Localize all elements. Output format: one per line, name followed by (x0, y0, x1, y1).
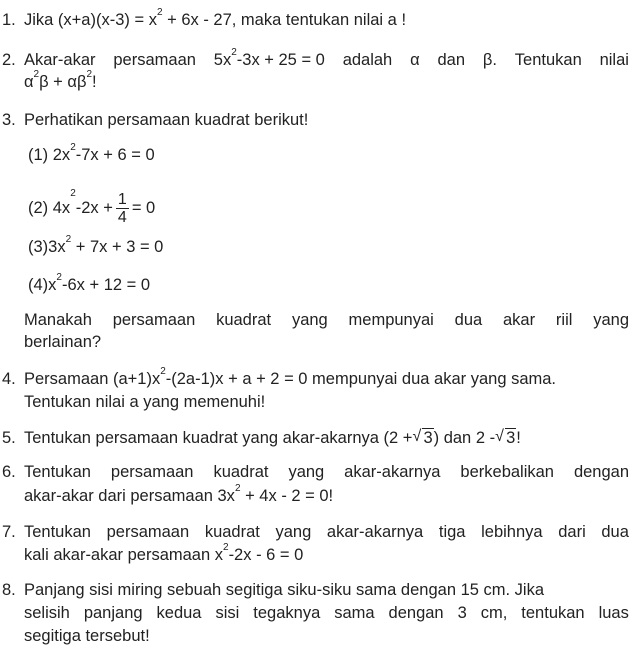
sqrt: √ 3 (495, 428, 516, 448)
item-5-text: Tentukan persamaan kuadrat yang akar-akarnya (2 +√ 3) dan 2 -√ 3! (24, 428, 521, 448)
item-8-line-3: segitiga tersebut! (24, 627, 150, 645)
item-6-line-2: akar-akar dari persamaan $3x^2 + 4x - 2 = 0$! (24, 483, 334, 505)
item-5-number: 5. (2, 429, 16, 447)
fraction: $\frac{1}{4}$ (117, 191, 127, 226)
item-1-text: Jika $(x+a)(x-3) = x^2 + 6x - 27$, maka tentukan nilai a ! (24, 7, 407, 29)
item-3-eq-1: (1) $2x^2-7x + 6 = 0$ (28, 142, 155, 164)
item-7-line-1: Tentukan persamaan kuadrat yang akar-akarnya tiga lebihnya dari dua (24, 523, 629, 541)
item-2-line-1: Akar-akar persamaan $5x^2-3x + 25 = 0$ adalah α dan β. Tentukan nilai (24, 47, 629, 69)
sqrt: √ 3 (412, 428, 433, 448)
item-6-number: 6. (2, 463, 16, 481)
item-3-question-line-2: berlainan? (24, 333, 102, 351)
item-3-question-line-1: Manakah persamaan kuadrat yang mempunyai dua akar riil yang (24, 311, 629, 329)
item-4-line-1: Persamaan $(a+1)x^2-(2a-1)x + a + 2 = 0$ mempunyai dua akar yang sama. (24, 366, 557, 388)
item-2-number: 2. (2, 51, 16, 69)
item-1-number: 1. (2, 11, 16, 29)
item-8-number: 8. (2, 581, 16, 599)
item-8-line-1: Panjang sisi miring sebuah segitiga siku-siku sama dengan 15 cm. Jika (24, 581, 545, 599)
item-8-line-2: selisih panjang kedua sisi tegaknya sama dengan 3 cm, tentukan luas (24, 604, 629, 622)
item-3-number: 3. (2, 111, 16, 129)
item-4-line-2: Tentukan nilai a yang memenuhi! (24, 393, 266, 411)
item-3-intro: Perhatikan persamaan kuadrat berikut! (24, 111, 309, 129)
item-3-eq-2: (2) $4x^2-2x$ + $\frac{1}{4}$ = 0 (28, 188, 156, 226)
item-7-number: 7. (2, 523, 16, 541)
item-3-eq-4: $(4)x^2-6x + 12 = 0$ (28, 272, 151, 294)
item-6-line-1: Tentukan persamaan kuadrat yang akar-akarnya berkebalikan dengan (24, 463, 629, 481)
item-7-line-2: kali akar-akar persamaan $x^2-2x - 6 = 0$ (24, 542, 304, 564)
item-3-eq-3: $(3)3x^2 + 7x + 3 = 0$ (28, 234, 164, 256)
item-2-line-2: $\alpha^2\beta + \alpha\beta^2$! (24, 69, 97, 91)
item-4-number: 4. (2, 370, 16, 388)
